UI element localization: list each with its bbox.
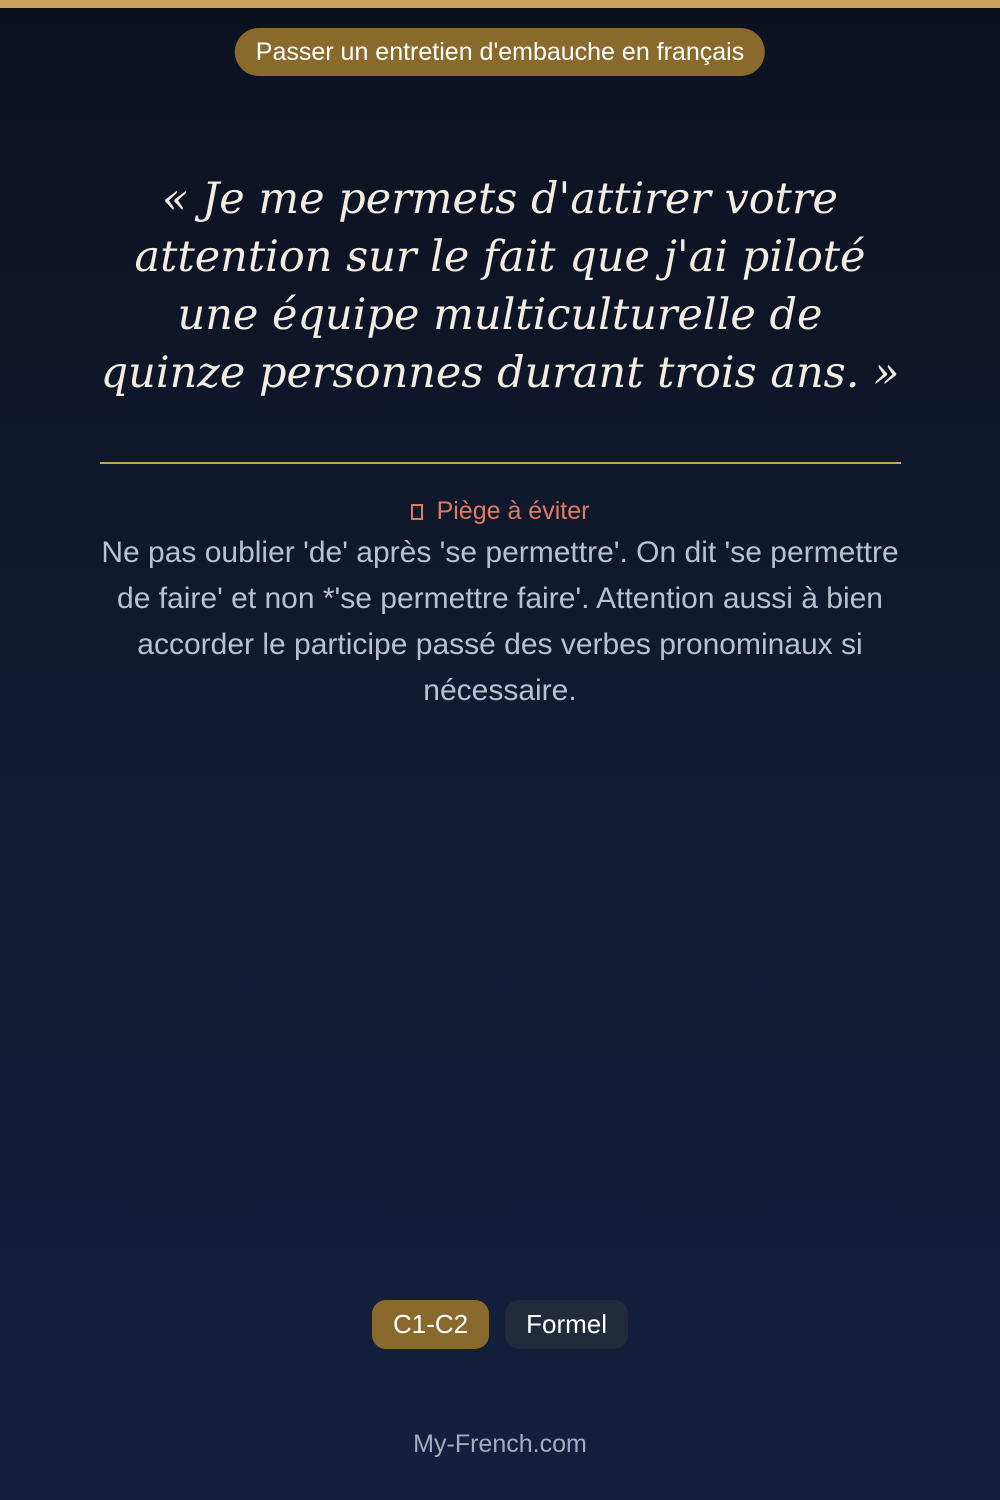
pitfall-heading [0, 494, 1000, 528]
example-quote: « Je me permets d'attirer votre attention sur le fait que j'ai piloté une équipe multiculturelle de quinze personnes durant trois ans. » [100, 174, 900, 398]
register-tag: Formel [505, 1300, 628, 1349]
tag-list [0, 1300, 1000, 1349]
top-accent-bar [0, 0, 1000, 8]
pitfall-title: Piège à éviter [436, 497, 590, 525]
section-divider [100, 462, 901, 464]
pitfall-explanation: Ne pas oublier 'de' après 'se permettre'. On dit 'se permettre de faire' et non *'se permettre faire'. Attention aussi à bien accorder le participe passé des verbes pronominaux si nécessaire. [101, 536, 899, 707]
level-tag: C1-C2 [372, 1300, 489, 1349]
warning-box-icon [411, 504, 423, 520]
topic-badge: Passer un entretien d'embauche en français [235, 28, 765, 76]
site-footer: My-French.com [413, 1430, 587, 1458]
